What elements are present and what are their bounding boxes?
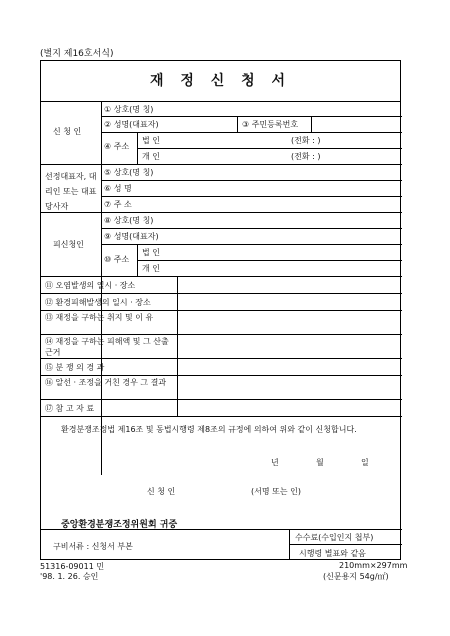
applicant-rep-label: ② 성명(대표자) [104,120,159,129]
row-line [41,399,402,400]
pollution-datetime-label: ⑪ 오염발생의 일시 · 장소 [45,281,136,290]
rep-address-label: ⑦ 주 소 [104,200,132,209]
approval-date: '98. 1. 26. 승인 [40,572,99,581]
applicant-phone-corp: (전화 : ) [291,136,321,145]
row-line [101,180,402,181]
row-line [41,310,402,311]
row-line [101,196,402,197]
dispute-history-label: ⑮ 분 쟁 의 경 과 [45,363,105,372]
applicant-phone-person: (전화 : ) [291,152,321,161]
date-year: 년 [271,458,279,467]
rep-person-label: ⑥ 성 명 [104,184,132,193]
signature-note: (서명 또는 인) [251,487,301,496]
row-line [41,375,402,376]
row-line [137,260,402,261]
divider [177,276,178,416]
attachments-label: 구비서류 : 신청서 부본 [53,542,133,551]
applicant-corp-label: 법 인 [142,136,160,145]
row-line [137,148,402,149]
paper-size: 210mm×297mm [339,561,408,570]
addressee: 중앙환경분쟁조정위원회 귀중 [61,520,178,530]
row-line [289,544,402,545]
row-line [101,116,402,117]
respondent-section-label: 피신청인 [53,240,84,249]
applicant-section-label: 신 청 인 [53,127,82,136]
respondent-person-label: 개 인 [142,264,160,273]
representative-section-label: 선정대표자, 대리인 또는 대표당사자 [45,172,97,211]
reference-label: ⑰ 참 고 자 료 [45,404,95,413]
applicant-name-label: ① 상호(명 칭) [104,105,154,114]
divider [237,116,238,132]
paper-type: (신문용지 54g/㎡) [323,572,389,581]
form-number: (별지 제16호서식) [40,49,114,59]
row-line [41,334,402,335]
row-line [41,293,402,294]
row-line [101,228,402,229]
divider [311,116,312,132]
applicant-person-label: 개 인 [142,152,160,161]
section-line [41,416,402,417]
rep-name-label: ⑤ 상호(명 칭) [104,168,154,177]
fee-title: 수수료(수입인지 첩부) [295,533,374,542]
damage-amount-label: ⑭ 재정을 구하는 피해액 및 그 산출근거 [45,337,169,357]
section-line [41,276,402,277]
statement-text: 환경분쟁조정법 제16조 및 동법시행령 제8조의 규정에 의하여 위와 같이 신청합니다. [61,425,357,434]
section-line [41,529,402,530]
respondent-name-label: ⑧ 상호(명 칭) [104,216,154,225]
section-line [41,164,402,165]
resident-number-label: ③ 주민등록번호 [242,120,299,129]
fee-value: 시행령 별표와 같음 [299,549,366,558]
row-line [101,132,402,133]
respondent-address-label: ⑩ 주소 [104,255,130,264]
mediation-result-label: ⑯ 알선 · 조정을 거친 경우 그 결과 [45,378,167,387]
application-form [40,60,401,560]
date-month: 월 [316,458,324,467]
applicant-address-label: ④ 주소 [104,142,130,151]
purpose-label: ⑬ 재정을 구하는 취지 및 이 유 [45,313,154,322]
section-line [41,212,402,213]
row-line [101,244,402,245]
signer-label: 신 청 인 [147,487,176,496]
respondent-corp-label: 법 인 [142,248,160,257]
row-line [41,358,402,359]
form-code: 51316-09011 민 [40,562,105,571]
damage-datetime-label: ⑫ 환경피해발생의 일시 · 장소 [45,298,151,307]
date-day: 일 [361,458,369,467]
form-title: 재 정 신 청 서 [41,61,400,102]
respondent-rep-label: ⑨ 성명(대표자) [104,232,159,241]
